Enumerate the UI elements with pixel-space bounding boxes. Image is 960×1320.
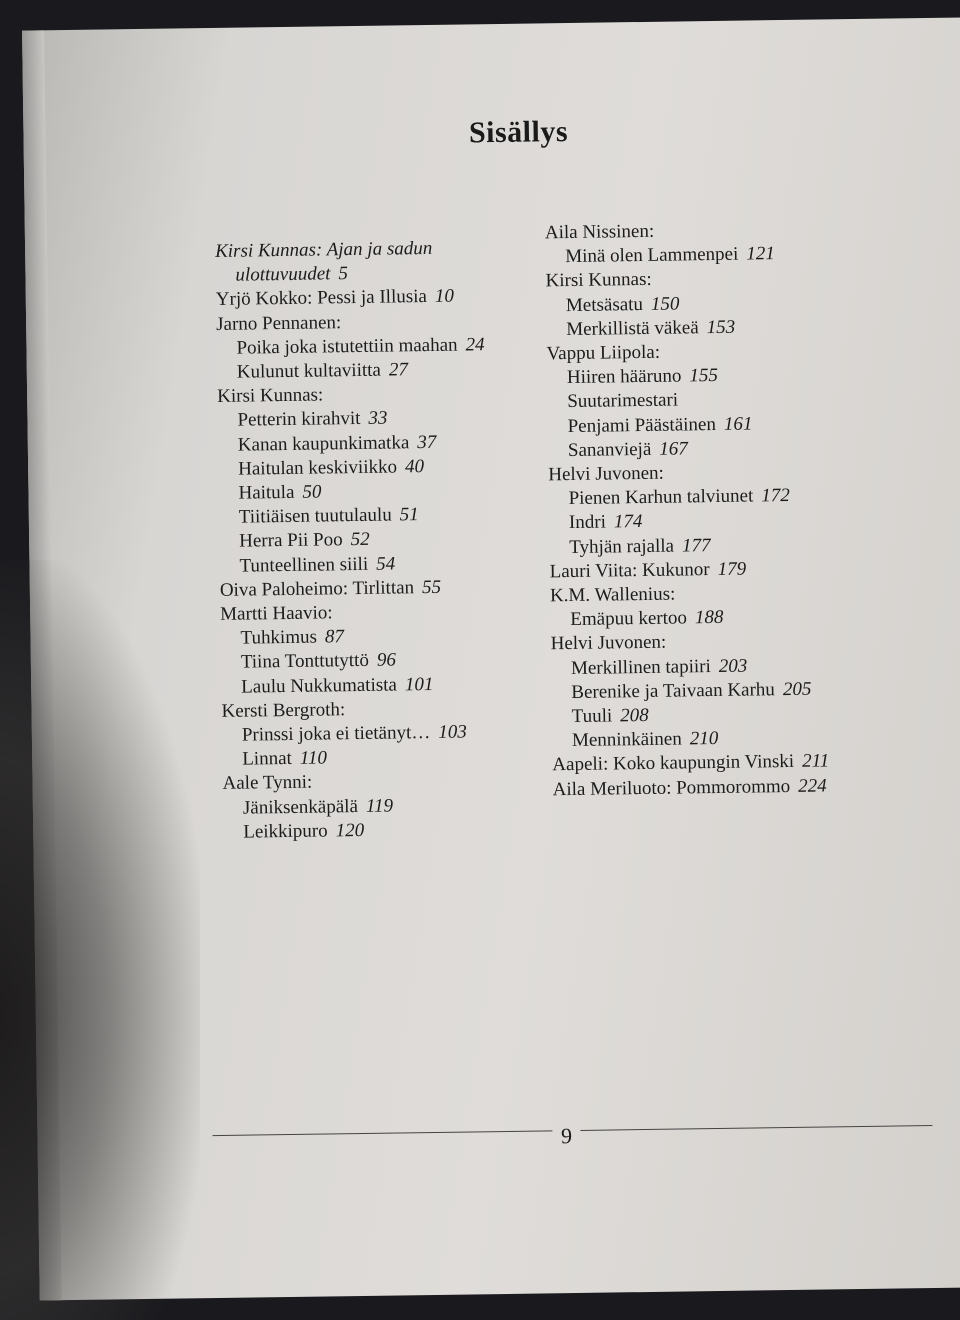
toc-entry-page: 150 — [650, 293, 680, 315]
toc-entry-title: Prinssi joka ei tietänyt… — [241, 722, 431, 746]
toc-entry-page: 179 — [717, 558, 747, 580]
toc-entry-title: Jarno Pennanen: — [216, 311, 342, 335]
toc-entry-page: 224 — [798, 775, 827, 797]
toc-entry-title: Kersti Bergroth: — [221, 699, 346, 722]
toc-entry-page: 52 — [350, 529, 370, 551]
toc-entry-title: Tuhkimus — [240, 626, 318, 649]
toc-entry-page: 51 — [399, 504, 419, 526]
toc-entry-page: 208 — [620, 705, 649, 727]
toc-entry-page: 5 — [338, 263, 349, 285]
page-footer — [212, 1118, 932, 1158]
toc-entry-page: 120 — [335, 819, 365, 842]
toc-entry — [553, 773, 913, 802]
toc-entry-page: 155 — [689, 365, 719, 387]
toc-entry-page: 203 — [718, 655, 748, 677]
toc-left-column — [215, 235, 543, 844]
toc-entry-title: Poika joka istutettiin maahan — [236, 334, 458, 359]
toc-entry-title: Laulu Nukkumatista — [241, 674, 398, 698]
toc-entry-title: Haitulan keskiviikko — [238, 456, 398, 480]
toc-entry-page: 55 — [421, 576, 442, 598]
toc-entry-page: 153 — [706, 316, 736, 338]
toc-entry-title: Tiitiäisen tuutulaulu — [238, 504, 392, 528]
toc-entry-title: Vappu Liipola: — [546, 341, 661, 365]
toc-entry-title: Tunteellinen siili — [239, 553, 369, 577]
toc-entry-title: Indri — [568, 511, 607, 534]
toc-entry-title: ulottuvuudet — [235, 263, 331, 286]
toc-entry-title: Oiva Paloheimo: Tirlittan — [219, 577, 415, 601]
toc-entry-page: 121 — [746, 243, 775, 265]
toc-entry-page: 167 — [659, 438, 688, 460]
toc-entry-page: 10 — [434, 286, 455, 308]
toc-entry-page: 96 — [376, 649, 397, 672]
book-page — [22, 17, 960, 1300]
toc-entry-title: Tiina Tonttutyttö — [240, 650, 370, 674]
toc-entry-title: Lauri Viita: Kukunor — [549, 558, 710, 583]
page-spine — [22, 30, 62, 1300]
toc-entry-title: Kirsi Kunnas: — [545, 269, 652, 292]
toc-entry-title: Suutarimestari — [567, 389, 679, 413]
toc-entry-title: Sananviejä — [567, 438, 652, 461]
toc-entry-page: 174 — [613, 511, 643, 533]
toc-entry-title: K.M. Wallenius: — [549, 583, 676, 607]
toc-entry-page: 40 — [404, 455, 425, 478]
toc-entry-title: Penjami Päästäinen — [567, 413, 717, 437]
toc-entry-title: Kulunut kultaviitta — [236, 359, 382, 383]
toc-entry-title: Helvi Juvonen: — [550, 632, 667, 655]
toc-entry-page: 177 — [681, 534, 711, 557]
toc-entry-title: Metsäsatu — [565, 293, 644, 316]
toc-entry-title: Tyhjän rajalla — [569, 535, 675, 558]
toc-entry-title: Haitula — [238, 481, 295, 504]
toc-entry-page: 161 — [723, 413, 753, 435]
toc-entry-page: 188 — [694, 607, 724, 629]
toc-entry-page: 172 — [761, 485, 790, 507]
toc-entry-title: Linnat — [242, 748, 292, 770]
toc-entry-page: 101 — [404, 673, 434, 696]
toc-entry-page: 103 — [438, 721, 467, 743]
toc-entry-title: Kirsi Kunnas: — [217, 384, 324, 408]
toc-entry-title: Menninkäinen — [571, 728, 682, 752]
toc-entry-title: Tuuli — [571, 705, 613, 728]
toc-entry-page: 50 — [302, 481, 322, 503]
toc-right-column — [545, 216, 913, 802]
toc-entry-page: 110 — [299, 747, 328, 770]
toc-entry-page: 87 — [324, 626, 345, 648]
footer-rule-left — [212, 1130, 552, 1136]
footer-rule-right — [580, 1125, 932, 1131]
toc-entry-page: 37 — [417, 431, 437, 453]
toc-entry-page: 24 — [465, 334, 485, 356]
toc-entry-title: Yrjö Kokko: Pessi ja Illusia — [215, 286, 428, 311]
toc-entry-title: Merkillinen tapiiri — [570, 655, 711, 679]
toc-entry-title: Kirsi Kunnas: Ajan ja sadun — [215, 237, 433, 262]
page-title: Sisällys — [468, 115, 569, 150]
toc-entry — [223, 816, 543, 845]
toc-entry-title: Kanan kaupunkimatka — [237, 431, 410, 456]
toc-entry-title: Pienen Karhun talviunet — [568, 485, 754, 510]
toc-entry-title: Aapeli: Koko kaupungin Vinski — [552, 751, 795, 776]
toc-entry-page: 33 — [368, 407, 388, 430]
toc-entry-page: 211 — [801, 750, 830, 773]
toc-entry-title: Jäniksenkäpälä — [242, 795, 359, 819]
toc-entry-page: 205 — [782, 678, 812, 700]
toc-entry-title: Aila Meriluoto: Pommorommo — [552, 775, 791, 800]
toc-entry-title: Berenike ja Taivaan Karhu — [571, 679, 776, 703]
toc-entry-title: Herra Pii Poo — [239, 529, 343, 553]
toc-entry-title: Aale Tynni: — [222, 772, 313, 795]
page-number: 9 — [560, 1123, 573, 1149]
toc-entry-title: Martti Haavio: — [220, 602, 333, 625]
toc-entry-title: Aila Nissinen: — [544, 220, 655, 244]
toc-entry-page: 119 — [365, 795, 394, 817]
toc-entry-title: Helvi Juvonen: — [548, 462, 665, 486]
toc-entry-page: 54 — [376, 553, 396, 575]
toc-entry-page: 210 — [689, 728, 719, 750]
toc-entry-title: Emäpuu kertoo — [570, 607, 688, 631]
toc-entry-title: Petterin kirahvit — [237, 408, 361, 432]
toc-entry-title: Hiiren hääruno — [566, 365, 682, 389]
toc-entry-title: Leikkipuro — [243, 820, 328, 843]
toc-entry-title: Minä olen Lammenpei — [565, 243, 739, 268]
toc-entry-page: 27 — [388, 359, 409, 381]
toc-entry-title: Merkillistä väkeä — [566, 317, 699, 340]
